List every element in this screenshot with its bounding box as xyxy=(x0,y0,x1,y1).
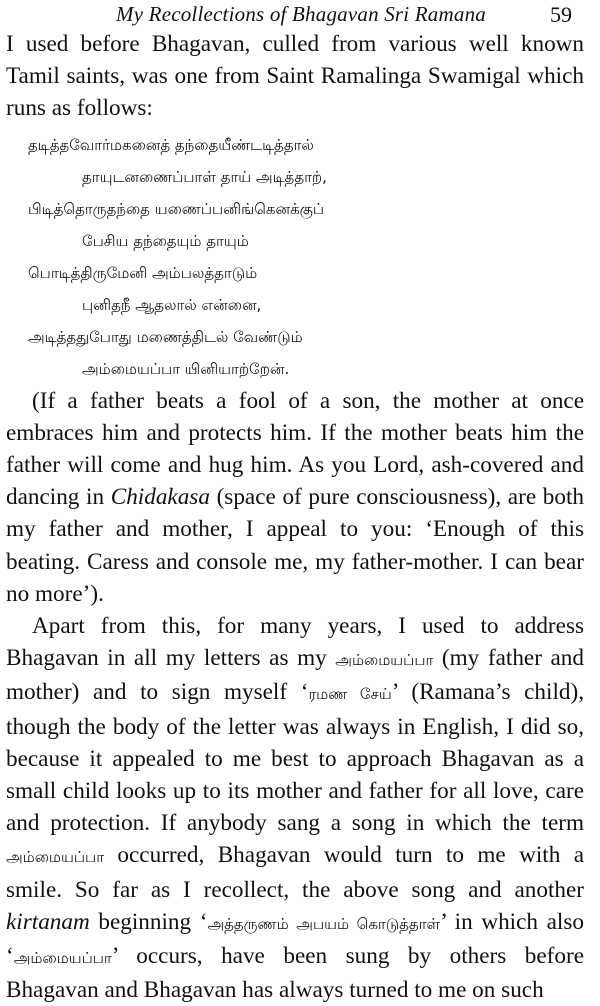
text-run: ’ in which also ‘ xyxy=(6,908,584,970)
paragraph-intro: I used before Bhagavan, culled from various well known Tamil saints, was one from Saint Ramalinga Swamigal which runs as follows: xyxy=(6,31,584,122)
tamil-term: அம்மையப்பா xyxy=(13,949,112,968)
paragraph-recollection xyxy=(6,610,584,1006)
verse-line: பொடித்திருமேனி அம்பலத்தாடும் xyxy=(28,263,258,282)
verse-line: பிடித்தொருதந்தை யணைப்பனிங்கெனக்குப் xyxy=(28,199,325,218)
text-run: (If a father beats a fool of a son, the mother at once embraces him and protects him. If the mother beats him the father will come and hug him. As you Lord, ash-covered and dancing in xyxy=(6,387,584,511)
tamil-term: அத்தருணம் அபயம் கொடுத்தாள் xyxy=(207,914,441,933)
page-number: 59 xyxy=(550,2,572,27)
text-run: (space of pure consciousness), are both my father and mother, I appeal to you: ‘Enough of this beating. Caress and console me, my father-mother. I can bear no more’). xyxy=(6,484,584,607)
text-run: Apart from this, for many years, I used to address Bhagavan in all my letters as my xyxy=(6,613,584,672)
running-title: My Recollections of Bhagavan Sri Ramana xyxy=(116,2,486,26)
italic-term: Chidakasa xyxy=(110,484,210,511)
tamil-term: ரமண சேய் xyxy=(308,685,392,704)
italic-term: kirtanam xyxy=(6,908,90,935)
tamil-verse xyxy=(6,129,584,385)
text-run: (my father and mother) and to sign myself ‘ xyxy=(6,645,584,706)
verse-line: புனிதநீ ஆதலால் என்னை, xyxy=(82,295,262,314)
tamil-term: அம்மையப்பா xyxy=(6,848,105,867)
verse-line: தாயுடனணைப்பாள் தாய் அடித்தாற், xyxy=(82,167,327,186)
tamil-term: அம்மையப்பா xyxy=(335,651,434,670)
verse-line: அம்மையப்பா யினியாற்றேன். xyxy=(82,359,290,378)
paragraph-translation xyxy=(6,385,584,610)
text-run: ’ occurs, have been sung by others before Bhagavan and Bhagavan has always turned to me on such xyxy=(6,943,584,1004)
text-run: beginning ‘ xyxy=(89,908,208,935)
verse-line: அடித்ததுபோது மணைத்திடல் வேண்டும் xyxy=(28,327,303,346)
running-header xyxy=(6,2,584,28)
text-run: occurred, Bhagavan would turn to me with a smile. So far as I recollect, the above song and another xyxy=(6,842,584,903)
text-run: ’ (Ramana’s child), though the body of the letter was always in English, I did so, because it appealed to me best to approach Bhagavan as a small child looks up to its mother and father for all love, care and protection. If anybody sang a song in which the term xyxy=(6,679,585,837)
verse-line: தடித்தவோர்மகனைத் தந்தையீண்டடித்தால் xyxy=(28,135,314,154)
verse-line: பேசிய தந்தையும் தாயும் xyxy=(82,231,249,250)
